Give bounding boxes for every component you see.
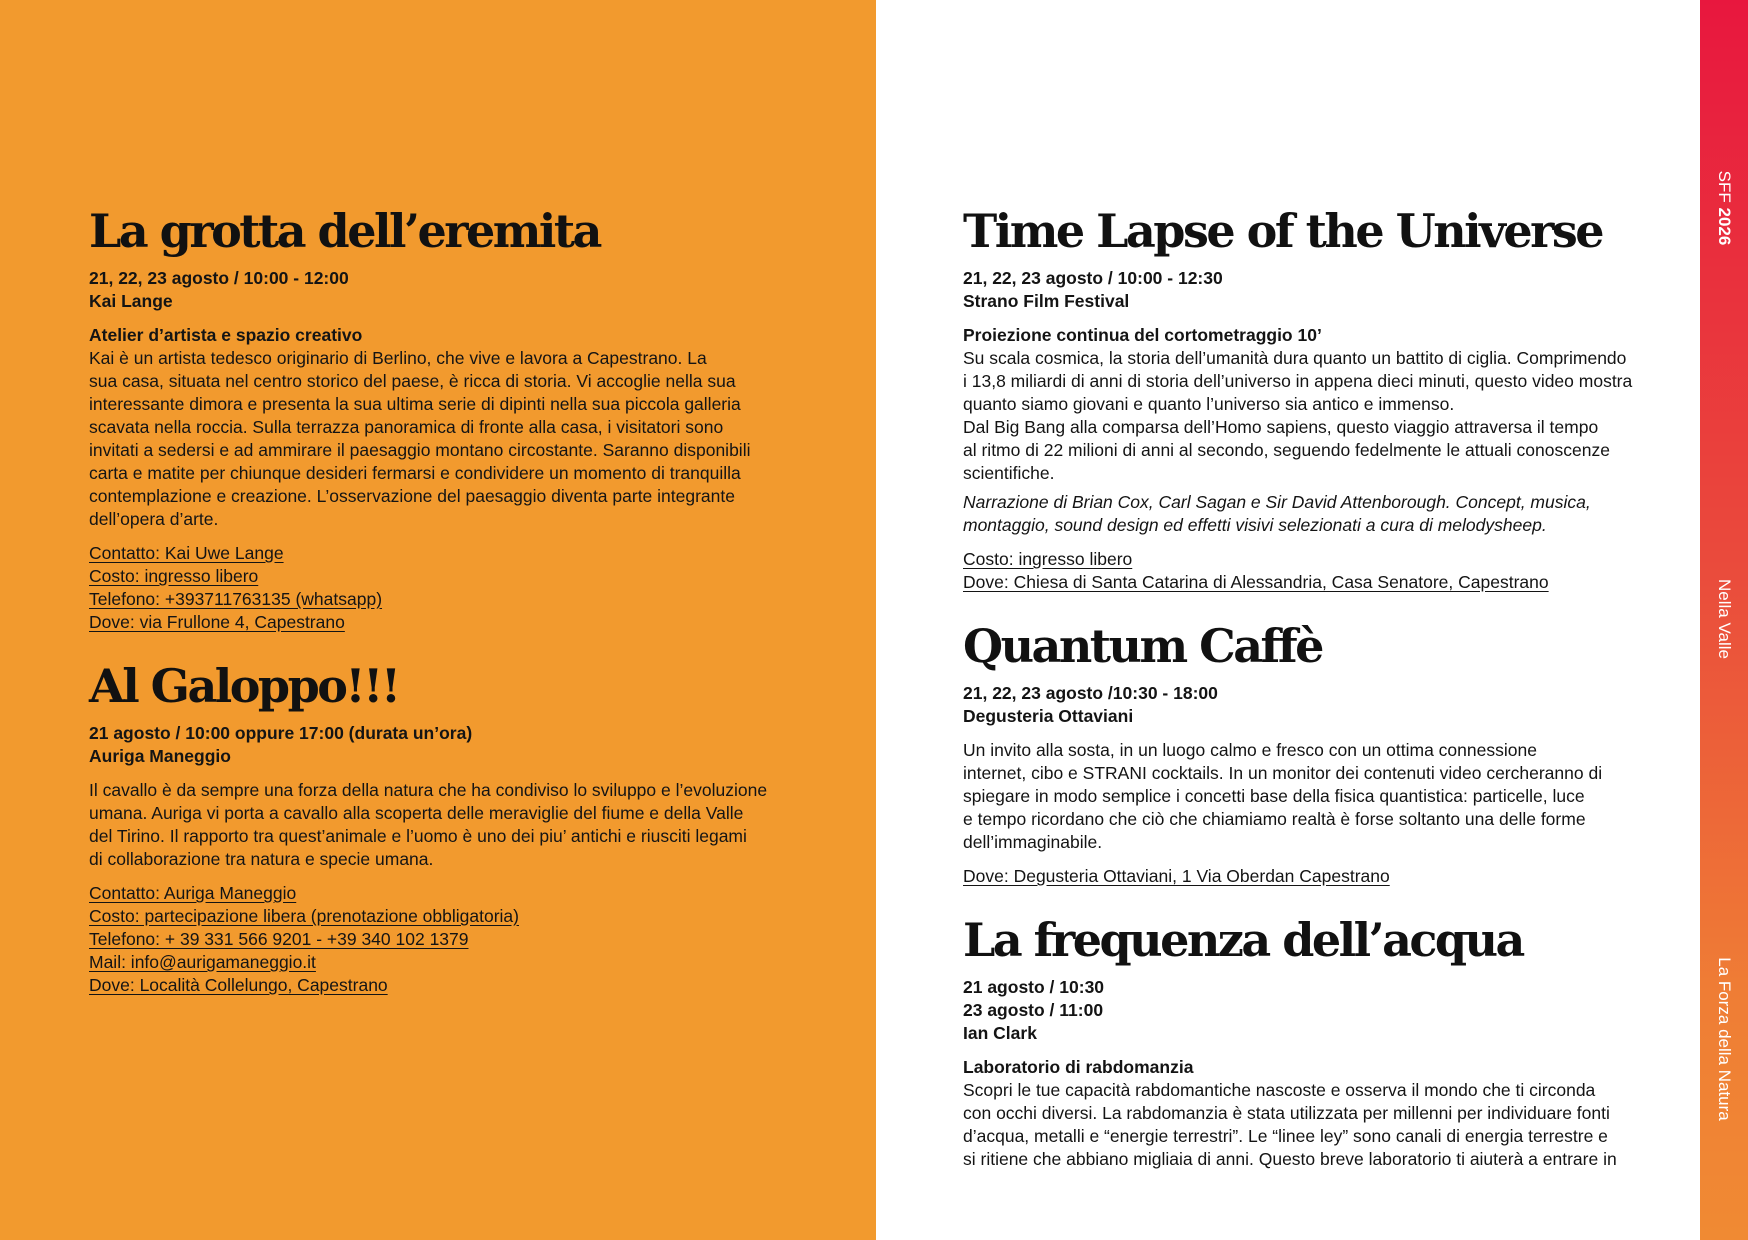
event-title: Al Galoppo!!!	[89, 659, 399, 713]
desc-line: dell’immaginabile.	[963, 832, 1103, 852]
event-title: La frequenza dell’acqua	[963, 913, 1523, 967]
event-date: 21, 22, 23 agosto / 10:00 - 12:30	[963, 268, 1223, 288]
desc-line: di collaborazione tra natura e specie umana.	[89, 849, 434, 869]
desc-line: e tempo ricordano che ciò che chiamiamo realtà è forse soltanto una delle forme	[963, 809, 1586, 829]
desc-line: Dal Big Bang alla comparsa dell’Homo sapiens, questo viaggio attraversa il tempo	[963, 417, 1599, 437]
event-description	[963, 739, 1663, 854]
desc-line: carta e matite per chiunque desideri fermarsi e condividere un momento di tranquilla	[89, 463, 741, 483]
desc-line: Kai è un artista tedesco originario di Berlino, che vive e lavora a Capestrano. La	[89, 348, 707, 368]
event-quantum-caffe	[963, 618, 1663, 888]
desc-line: interessante dimora e presenta la sua ultima serie di dipinti nella sua piccola galleria	[89, 394, 741, 414]
desc-line: d’acqua, metalli e “energie terrestri”. Le “linee ley” sono canali di energia terrestre e	[963, 1126, 1608, 1146]
desc-line: Su scala cosmica, la storia dell’umanità dura quanto un battito di ciglia. Comprimendo	[963, 348, 1627, 368]
event-host: Strano Film Festival	[963, 291, 1130, 311]
left-column	[89, 203, 829, 1021]
location-link[interactable]: Dove: Località Collelungo, Capestrano	[89, 975, 388, 995]
brand-label	[1714, 171, 1734, 246]
cost-link[interactable]: Costo: partecipazione libera (prenotazione obbligatoria)	[89, 906, 519, 926]
event-subtitle: Laboratorio di rabdomanzia	[963, 1057, 1194, 1077]
desc-line: scientifiche.	[963, 463, 1055, 483]
event-host: Kai Lange	[89, 291, 173, 311]
contact-link[interactable]: Contatto: Kai Uwe Lange	[89, 543, 284, 563]
event-date-second: 23 agosto / 11:00	[963, 1000, 1104, 1020]
event-description	[963, 347, 1663, 485]
cost-link[interactable]: Costo: ingresso libero	[963, 549, 1133, 569]
event-description	[89, 779, 829, 871]
desc-line: Scopri le tue capacità rabdomantiche nascoste e osserva il mondo che ti circonda	[963, 1080, 1596, 1100]
section-label: Nella Valle	[1715, 578, 1734, 660]
contact-link[interactable]: Contatto: Auriga Maneggio	[89, 883, 297, 903]
desc-line: con occhi diversi. La rabdomanzia è stata utilizzata per millenni per individuare fonti	[963, 1103, 1610, 1123]
event-info-links	[89, 882, 829, 997]
email-link[interactable]: Mail: info@aurigamaneggio.it	[89, 952, 316, 972]
event-info-links	[963, 548, 1663, 594]
location-link[interactable]: Dove: Degusteria Ottaviani, 1 Via Oberdan Capestrano	[963, 866, 1390, 886]
desc-line: internet, cibo e STRANI cocktails. In un monitor dei contenuti video cercheranno di	[963, 763, 1603, 783]
event-frequenza-acqua	[963, 912, 1663, 1171]
event-host: Degusteria Ottaviani	[963, 706, 1134, 726]
event-title: La grotta dell’eremita	[89, 204, 600, 258]
event-date: 21, 22, 23 agosto / 10:00 - 12:00	[89, 268, 349, 288]
desc-line: contemplazione e creazione. L’osservazione del paesaggio diventa parte integrante	[89, 486, 735, 506]
event-grotta	[89, 203, 829, 634]
brand-name: SFF	[1715, 170, 1734, 203]
cost-link[interactable]: Costo: ingresso libero	[89, 566, 259, 586]
desc-line: quanto siamo giovani e quanto l’universo sia antico e immenso.	[963, 394, 1455, 414]
brand-year: 2026	[1715, 207, 1734, 246]
desc-line: invitati a sedersi e ad ammirare il paesaggio montano circostante. Saranno disponibili	[89, 440, 751, 460]
desc-line: spiegare in modo semplice i concetti base della fisica quantistica: particelle, luce	[963, 786, 1585, 806]
right-column	[963, 203, 1663, 1195]
event-date: 21, 22, 23 agosto /10:30 - 18:00	[963, 683, 1218, 703]
phone-link[interactable]: Telefono: + 39 331 566 9201 - +39 340 102 1379	[89, 929, 469, 949]
desc-line: Un invito alla sosta, in un luogo calmo e fresco con un ottima connessione	[963, 740, 1537, 760]
event-host: Ian Clark	[963, 1023, 1037, 1043]
event-title: Quantum Caffè	[963, 619, 1322, 673]
event-description	[89, 347, 829, 531]
credits-line: Narrazione di Brian Cox, Carl Sagan e Sir David Attenborough. Concept, musica,	[963, 492, 1591, 512]
event-date: 21 agosto / 10:30	[963, 977, 1105, 997]
theme-label: La Forza della Natura	[1715, 957, 1734, 1121]
desc-line: sua casa, situata nel centro storico del paese, è ricca di storia. Vi accoglie nella sua	[89, 371, 736, 391]
desc-line: si ritiene che abbiano migliaia di anni. Questo breve laboratorio ti aiuterà a entrare in	[963, 1149, 1617, 1169]
desc-line: del Tirino. Il rapporto tra quest’animale e l’uomo è uno dei piu’ antichi e riusciti legami	[89, 826, 747, 846]
desc-line: i 13,8 miliardi di anni di storia dell’universo in appena dieci minuti, questo video mostra	[963, 371, 1633, 391]
event-time-lapse	[963, 203, 1663, 594]
event-info-links	[963, 865, 1663, 888]
event-description	[963, 1079, 1663, 1171]
event-galoppo	[89, 658, 829, 997]
event-info-links	[89, 542, 829, 634]
event-subtitle: Atelier d’artista e spazio creativo	[89, 325, 363, 345]
event-credits	[963, 491, 1663, 537]
location-link[interactable]: Dove: Chiesa di Santa Catarina di Alessandria, Casa Senatore, Capestrano	[963, 572, 1549, 592]
event-subtitle: Proiezione continua del cortometraggio 10’	[963, 325, 1322, 345]
location-link[interactable]: Dove: via Frullone 4, Capestrano	[89, 612, 345, 632]
credits-line: montaggio, sound design ed effetti visivi selezionati a cura di melodysheep.	[963, 515, 1547, 535]
event-date: 21 agosto / 10:00 oppure 17:00 (durata un’ora)	[89, 723, 473, 743]
phone-link[interactable]: Telefono: +393711763135 (whatsapp)	[89, 589, 383, 609]
desc-line: dell’opera d’arte.	[89, 509, 219, 529]
desc-line: scavata nella roccia. Sulla terrazza panoramica di fronte alla casa, i visitatori sono	[89, 417, 724, 437]
event-host: Auriga Maneggio	[89, 746, 231, 766]
desc-line: al ritmo di 22 milioni di anni al secondo, seguendo fedelmente le attuali conoscenze	[963, 440, 1610, 460]
desc-line: Il cavallo è da sempre una forza della natura che ha condiviso lo sviluppo e l’evoluzione	[89, 780, 768, 800]
event-title: Time Lapse of the Universe	[963, 204, 1603, 258]
desc-line: umana. Auriga vi porta a cavallo alla scoperta delle meraviglie del fiume e della Valle	[89, 803, 744, 823]
